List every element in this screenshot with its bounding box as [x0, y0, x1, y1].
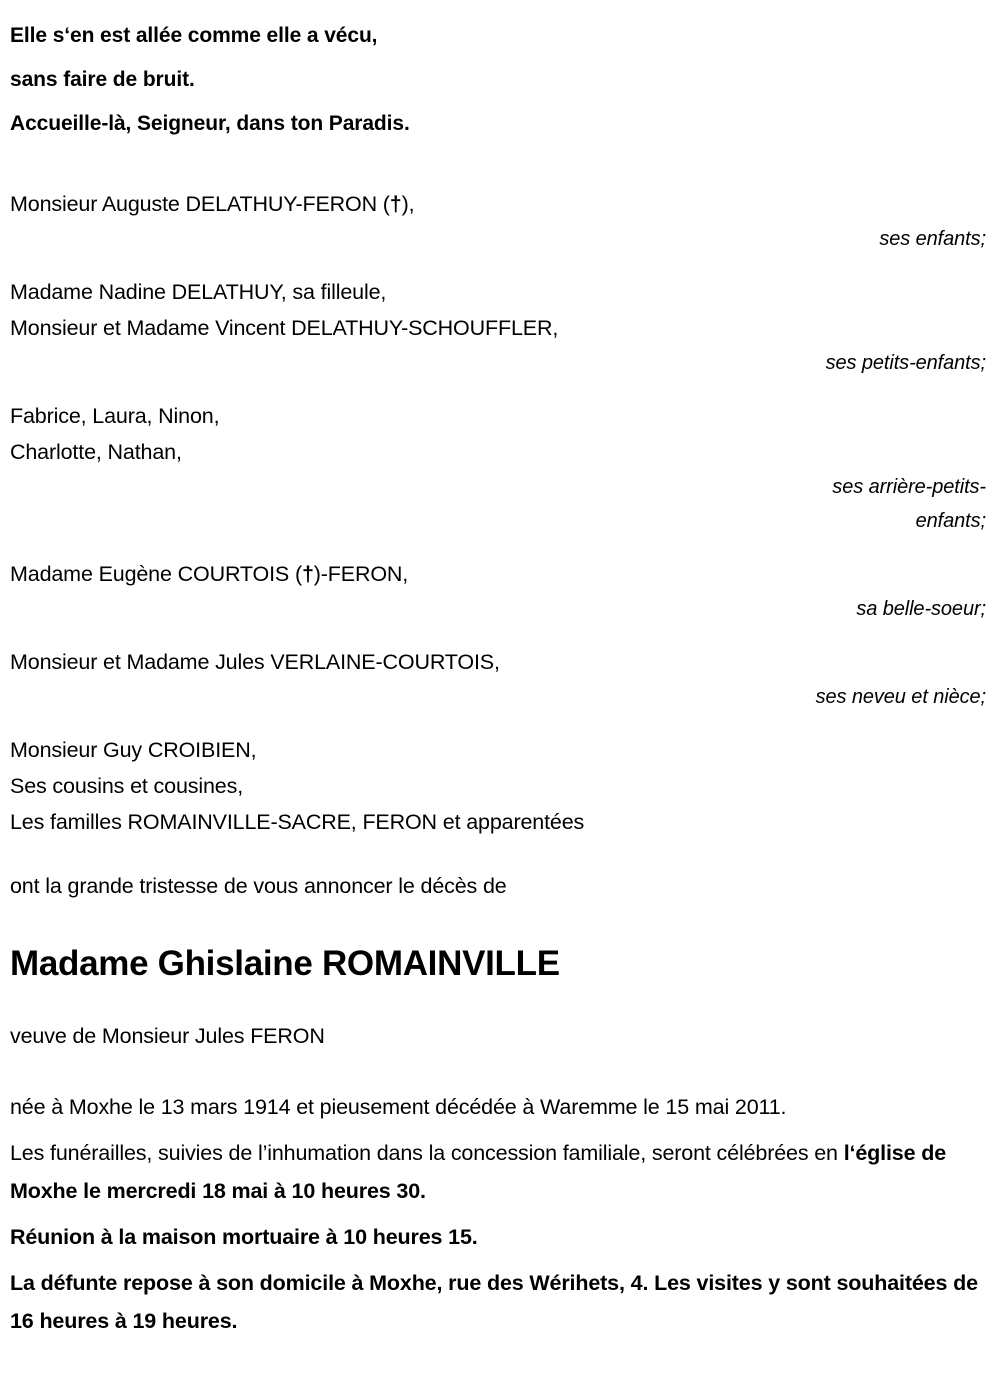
family-name-line: Monsieur Guy CROIBIEN, [10, 738, 257, 762]
birth-death-paragraph: née à Moxhe le 13 mars 1914 et pieusement décédée à Waremme le 15 mai 2011. [10, 1095, 787, 1119]
relation-label-nephew-niece [10, 680, 990, 714]
family-name-line: Charlotte, Nathan, [10, 440, 182, 464]
family-group-nephew-niece [10, 644, 990, 714]
gathering-paragraph: Réunion à la maison mortuaire à 10 heures 15. [10, 1225, 478, 1249]
spouse-line: veuve de Monsieur Jules FERON [10, 1024, 325, 1048]
family-names [10, 644, 990, 680]
family-name-text: Monsieur Auguste DELATHUY-FERON (†), [10, 192, 415, 216]
relation-line: ses neveu et nièce; [815, 686, 986, 708]
family-name-text: Madame Eugène COURTOIS (†)-FERON, [10, 562, 409, 586]
family-name-line: Les familles ROMAINVILLE-SACRE, FERON et apparentées [10, 810, 585, 834]
family-name-line: Madame Nadine DELATHUY, sa filleule, [10, 280, 387, 304]
family-names [10, 556, 990, 592]
family-listing [10, 186, 990, 840]
relation-line: ses petits-enfants; [825, 352, 986, 374]
relation-label-children [10, 222, 990, 256]
family-names [10, 398, 990, 470]
family-name-line [10, 186, 990, 222]
service-details [10, 1088, 990, 1340]
family-names [10, 274, 990, 346]
funeral-emphasis-text: l‘église de Moxhe le mercredi 18 mai à 10 heures 30. [10, 1141, 946, 1203]
family-name-line: Fabrice, Laura, Ninon, [10, 404, 220, 428]
family-group-children [10, 186, 990, 256]
deceased-name-heading: Madame Ghislaine ROMAINVILLE [10, 944, 560, 983]
family-group-grandchildren [10, 274, 990, 380]
invocation-line-2: sans faire de bruit. [10, 68, 195, 91]
family-group-sister-in-law [10, 556, 990, 626]
relation-line: sa belle-soeur; [856, 598, 986, 620]
family-name-line: Monsieur et Madame Jules VERLAINE-COURTOIS, [10, 650, 500, 674]
family-group-great-grandchildren [10, 398, 990, 538]
visitation-paragraph: La défunte repose à son domicile à Moxhe, rue des Wérihets, 4. Les visites y sont souhaitées de 16 heures à 19 heures. [10, 1271, 978, 1333]
family-name-line [10, 556, 990, 592]
invocation-line-3: Accueille-là, Seigneur, dans ton Paradis. [10, 112, 410, 135]
funeral-paragraph [10, 1134, 990, 1210]
family-names [10, 186, 990, 222]
announcement-lead-in: ont la grande tristesse de vous annoncer le décès de [10, 874, 507, 898]
dagger-icon: † [301, 562, 314, 586]
relation-label-grandchildren [10, 346, 990, 380]
family-name-line: Monsieur et Madame Vincent DELATHUY-SCHOUFFLER, [10, 316, 559, 340]
family-group-cousins-families [10, 732, 990, 840]
dagger-icon: † [389, 192, 402, 216]
relation-label-great-grandchildren [10, 470, 990, 538]
relation-label-sister-in-law [10, 592, 990, 626]
family-name-line: Ses cousins et cousines, [10, 774, 244, 798]
relation-line: enfants; [915, 510, 986, 532]
invocation-block [10, 14, 990, 146]
family-names [10, 732, 990, 840]
invocation-line-1: Elle s‘en est allée comme elle a vécu, [10, 24, 378, 47]
relation-line: ses arrière-petits- [832, 476, 986, 498]
relation-line: ses enfants; [879, 228, 986, 250]
funeral-intro-text: Les funérailles, suivies de l’inhumation dans la concession familiale, seront célébrées en [10, 1141, 844, 1165]
